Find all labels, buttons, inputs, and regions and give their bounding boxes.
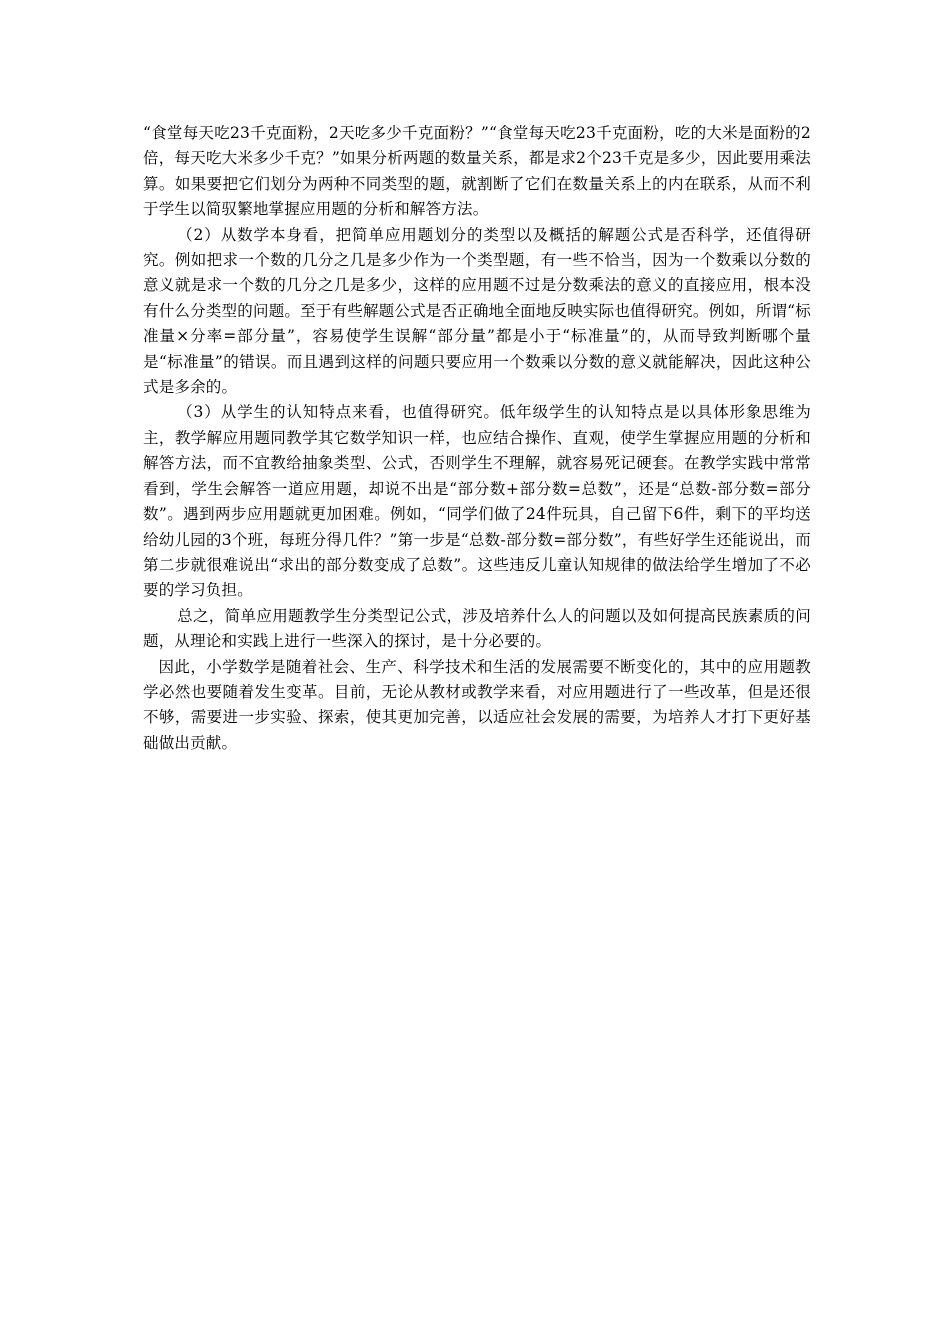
paragraph-2: （2）从数学本身看，把简单应用题划分的类型以及概括的解题公式是否科学，还值得研究。例如把求一个数的几分之几是多少作为一个类型题，有一些不恰当，因为一个数乘以分数的意义就是求一个数的几分之几是多少，这样的应用题不过是分数乘法的意义的直接应用，根本没有什么分类型的问题。至于有些解题公式是否正确地全面地反映实际也值得研究。例如，所谓“标准量×分率=部分量”，容易使学生误解“部分量”都是小于“标准量”的，从而导致判断哪个量是“标准量”的错误。而且遇到这样的问题只要应用一个数乘以分数的意义就能解决，因此这种公式是多余的。 (143, 225, 811, 397)
document-body (143, 121, 811, 756)
paragraph-1: “食堂每天吃23千克面粉，2天吃多少千克面粉？”“食堂每天吃23千克面粉，吃的大米是面粉的2倍，每天吃大米多少千克？”如果分析两题的数量关系，都是求2个23千克是多少，因此要用乘法算。如果要把它们划分为两种不同类型的题，就割断了它们在数量关系上的内在联系，从而不利于学生以简驭繁地掌握应用题的分析和解答方法。 (143, 124, 811, 219)
paragraph-4: 总之，简单应用题教学生分类型记公式，涉及培养什么人的问题以及如何提高民族素质的问题，从理论和实践上进行一些深入的探讨，是十分必要的。 (143, 606, 811, 651)
paragraph-5: 因此，小学数学是随着社会、生产、科学技术和生活的发展需要不断变化的，其中的应用题教学必然也要随着发生变革。目前，无论从教材或教学来看，对应用题进行了一些改革，但是还很不够，需要进一步实验、探索，使其更加完善，以适应社会发展的需要，为培养人才打下更好基础做出贡献。 (143, 657, 811, 752)
paragraph-3: （3）从学生的认知特点来看，也值得研究。低年级学生的认知特点是以具体形象思维为主，教学解应用题同教学其它数学知识一样，也应结合操作、直观，使学生掌握应用题的分析和解答方法，而不宜教给抽象类型、公式，否则学生不理解，就容易死记硬套。在教学实践中常常看到，学生会解答一道应用题，却说不出是“部分数+部分数=总数”，还是“总数-部分数=部分数”。遇到两步应用题就更加困难。例如，“同学们做了24件玩具，自己留下6件，剩下的平均送给幼儿园的3个班，每班分得几件？”第一步是“总数-部分数=部分数”，有些好学生还能说出，而第二步就很难说出“求出的部分数变成了总数”。这些违反儿童认知规律的做法给学生增加了不必要的学习负担。 (143, 403, 811, 600)
